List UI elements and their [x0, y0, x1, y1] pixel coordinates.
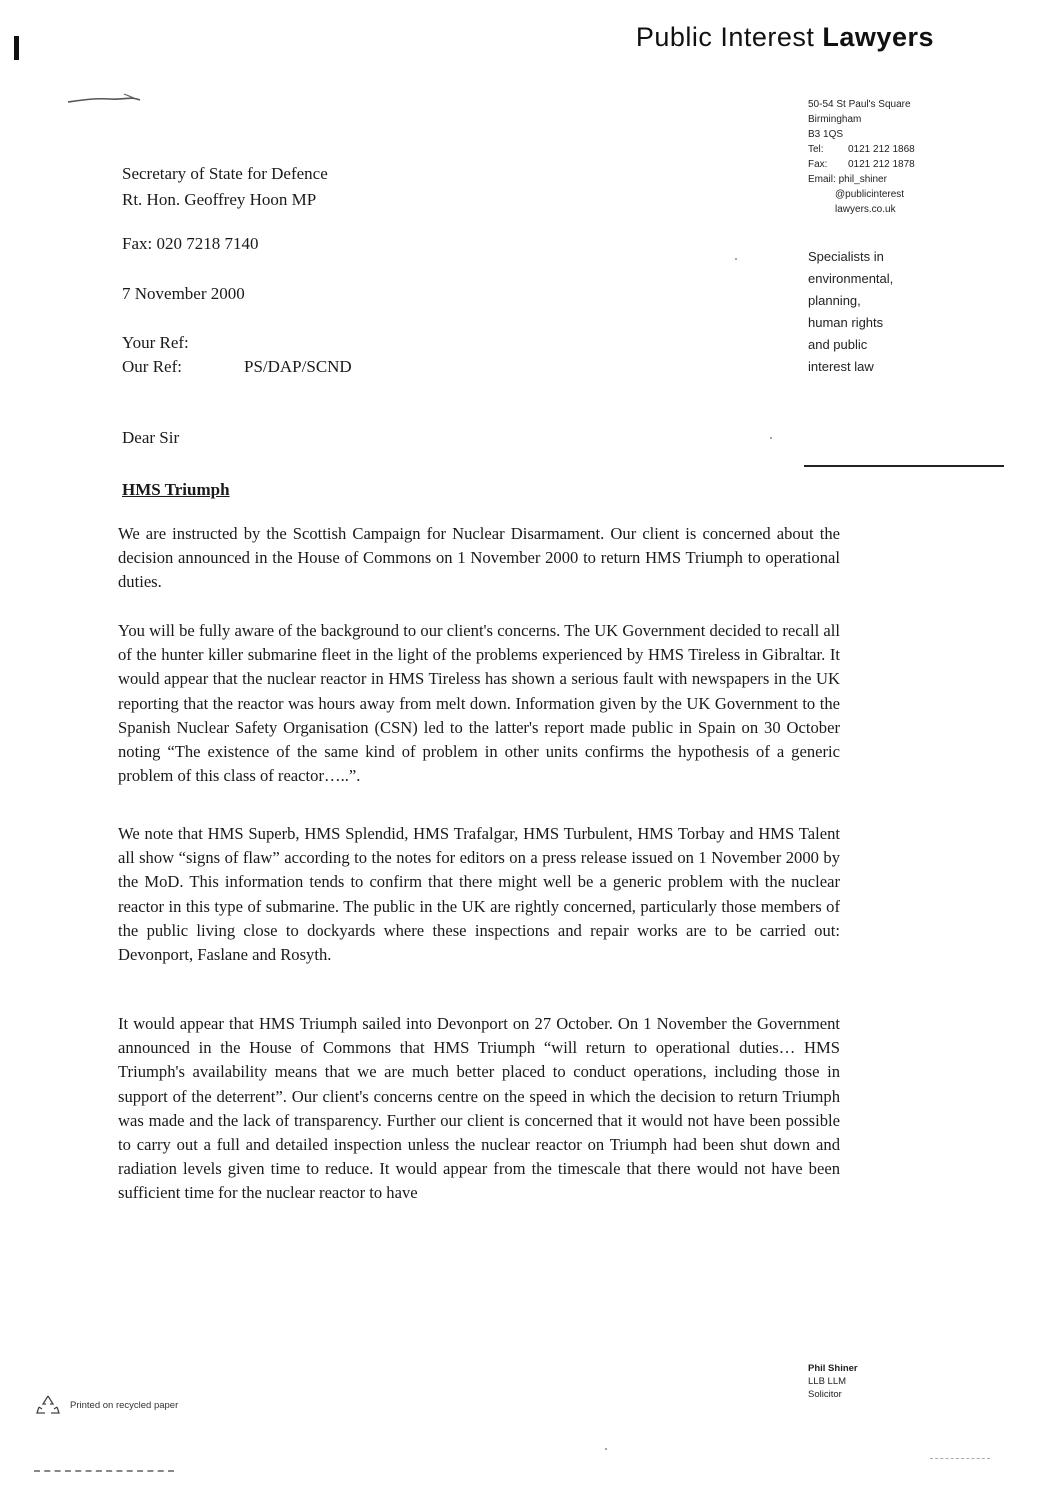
email-line1: phil_shiner	[838, 174, 887, 185]
scan-artifact-dashes	[34, 1470, 174, 1472]
address-postcode: B3 1QS	[808, 129, 844, 140]
handwritten-mark	[64, 88, 144, 110]
fax-label: Fax:	[808, 159, 828, 170]
addressee-line2: Rt. Hon. Geoffrey Hoon MP	[122, 190, 317, 209]
scan-speck	[605, 1448, 607, 1450]
address-city: Birmingham	[808, 114, 862, 125]
specialists-line: planning,	[808, 293, 861, 308]
address-tel	[808, 142, 978, 157]
firm-name	[636, 22, 934, 53]
fax-value: 0121 212 1878	[848, 159, 915, 170]
specialists-line: environmental,	[808, 271, 894, 286]
salutation: Dear Sir	[122, 428, 180, 447]
subject-heading: HMS Triumph	[122, 480, 230, 499]
body-paragraph: You will be fully aware of the background to our client's concerns. The UK Government decided to recall all of the hunter killer submarine fleet in the light of the problems experienced by HMS Tireless in Gibraltar. It would appear that the nuclear reactor in HMS Tireless has shown a serious fault with newspapers in the UK reporting that the reactor was hours away from melt down. Information given by the UK Government to the Spanish Nuclear Safety Organisation (CSN) led to the latter's report made public in Spain on 30 October noting “The existence of the same kind of problem in other units confirms the hypothesis of a generic problem of this class of reactor…..”.	[118, 621, 840, 786]
body-paragraph: We are instructed by the Scottish Campaign for Nuclear Disarmament. Our client is concerned about the decision announced in the House of Commons on 1 November 2000 to return HMS Triumph to operational duties.	[118, 524, 840, 592]
address-email	[808, 172, 978, 187]
specialists-line: interest law	[808, 359, 874, 374]
recycle-icon	[34, 1393, 62, 1417]
scan-artifact-dashes	[930, 1458, 990, 1459]
signatory-quals: LLB LLM	[808, 1376, 847, 1387]
addressee-line1: Secretary of State for Defence	[122, 164, 328, 183]
your-ref-label: Your Ref:	[122, 333, 189, 352]
addressee	[122, 161, 328, 213]
signatory-title: Solicitor	[808, 1389, 842, 1400]
our-ref-label: Our Ref:	[122, 357, 182, 376]
signatory-name: Phil Shiner	[808, 1363, 858, 1374]
email-label: Email:	[808, 174, 836, 185]
email-line2: @publicinterest	[835, 189, 905, 200]
your-ref-row	[122, 331, 352, 355]
signatory	[808, 1362, 858, 1401]
specialists-line: Specialists in	[808, 249, 884, 264]
specialists-tagline	[808, 246, 998, 378]
our-ref-value: PS/DAP/SCND	[244, 357, 352, 376]
tel-label: Tel:	[808, 144, 824, 155]
specialists-line: and public	[808, 337, 868, 352]
firm-address	[808, 97, 978, 217]
tel-value: 0121 212 1868	[848, 144, 915, 155]
body-paragraph: It would appear that HMS Triumph sailed into Devonport on 27 October. On 1 November the Government announced in the House of Commons that HMS Triumph “will return to operational duties… HMS Triumph's availability means that we are much better placed to conduct operations, including those in support of the deterrent”. Our client's concerns centre on the speed in which the decision to return Triumph was made and the lack of transparency. Further our client is concerned that it would not have been possible to carry out a full and detailed inspection unless the nuclear reactor on Triumph had been shut down and radiation levels given time to reduce. It would appear from the timescale that there would not have been sufficient time for the nuclear reactor to have	[118, 1014, 840, 1203]
firm-name-regular: Public Interest	[635, 22, 823, 52]
references	[122, 331, 352, 379]
side-divider	[804, 465, 1004, 467]
address-street: 50-54 St Paul's Square	[808, 99, 911, 110]
body-paragraph: We note that HMS Superb, HMS Splendid, HMS Trafalgar, HMS Turbulent, HMS Torbay and HMS Talent all show “signs of flaw” according to the notes for editors on a press release issued on 1 November 2000 by the MoD. This information tends to confirm that there might well be a generic problem with the nuclear reactor in this type of submarine. The public in the UK are rightly concerned, particularly those members of the public living close to dockyards where these inspections and repair works are to be carried out: Devonport, Faslane and Rosyth.	[118, 824, 840, 965]
recipient-fax: Fax: 020 7218 7140	[122, 234, 259, 253]
firm-name-bold: Lawyers	[822, 22, 934, 52]
scan-mark	[14, 36, 19, 60]
recycled-text: Printed on recycled paper	[70, 1399, 179, 1411]
recycled-notice	[34, 1393, 178, 1417]
address-fax	[808, 157, 978, 172]
scan-speck	[735, 258, 737, 260]
email-line3: lawyers.co.uk	[835, 204, 896, 215]
our-ref-row	[122, 355, 352, 379]
letter-date: 7 November 2000	[122, 284, 245, 303]
specialists-line: human rights	[808, 315, 884, 330]
scan-speck	[770, 437, 772, 439]
